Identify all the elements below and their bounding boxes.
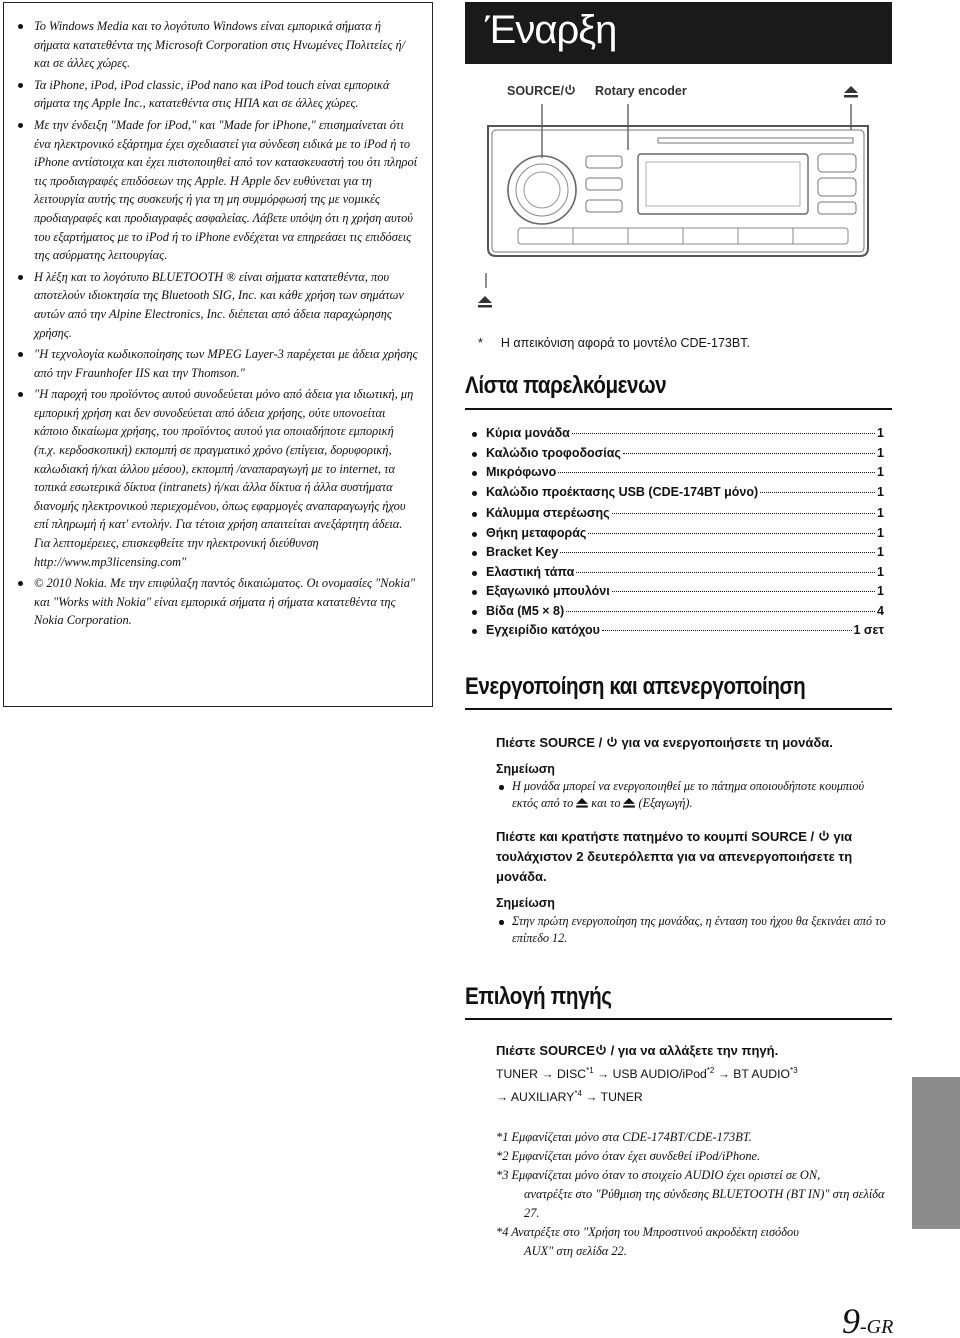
trademark-text: "Η τεχνολογία κωδικοποίησης των MPEG Layer-3 παρέχεται με άδεια χρήσης από την Fraunhofer IIS και την Thomson." bbox=[34, 347, 418, 380]
power-rule bbox=[465, 708, 892, 710]
accessory-qty: 1 bbox=[877, 584, 884, 598]
dot-leader bbox=[558, 472, 875, 473]
arrow-icon: → bbox=[537, 1067, 557, 1082]
head-unit-drawing bbox=[478, 78, 878, 328]
accessory-name: Bracket Key bbox=[486, 545, 559, 559]
bullet bbox=[472, 452, 477, 457]
bullet bbox=[499, 785, 504, 790]
chapter-tab bbox=[912, 1077, 960, 1229]
dot-leader bbox=[572, 433, 875, 434]
accessory-item bbox=[468, 604, 884, 624]
source-chain-item: TUNER bbox=[496, 1067, 538, 1082]
footnote-continued: ανατρέξτε στο "Ρύθμιση της σύνδεσης BLUETOOTH (BT IN)" στη σελίδα 27. bbox=[524, 1187, 885, 1220]
source-rule bbox=[465, 1018, 892, 1020]
accessory-name: Εξαγωνικό μπουλόνι bbox=[486, 584, 610, 598]
bullet bbox=[472, 590, 477, 595]
bullet bbox=[18, 581, 23, 586]
dot-leader bbox=[602, 630, 852, 631]
trademark-item bbox=[16, 116, 418, 265]
trademark-text: Το Windows Media και το λογότυπο Windows είναι εμπορικά σήματα ή σήματα κατατεθέντα της Microsoft Corporation στις Ηνωμένες Πολιτείες ή/και σε άλλες χώρες. bbox=[34, 19, 406, 71]
trademark-text: Τα iPhone, iPod, iPod classic, iPod nano και iPod touch είναι εμπορικά σήματα της Apple Inc., κατατεθέντα στις ΗΠΑ και σε άλλες χώρες. bbox=[34, 77, 390, 111]
dot-leader bbox=[612, 513, 875, 514]
accessory-qty: 1 bbox=[877, 506, 884, 520]
trademark-text: Η λέξη και το λογότυπο BLUETOOTH ® είναι σήματα κατατεθέντα, που αποτελούν ιδιοκτησία της Bluetooth SIG, Inc. και κάθε χρήση των σημάτων αυτών από την Alpine Electronics, Inc. διέπεται από άδεια παραχώρησης χρήσης. bbox=[34, 269, 404, 340]
page-number-value: 9 bbox=[842, 1301, 860, 1338]
source-chain-item: USB AUDIO/iPod bbox=[612, 1067, 707, 1082]
source-step-pre: Πιέστε SOURCE bbox=[496, 1043, 595, 1058]
accessory-qty: 1 bbox=[877, 525, 884, 540]
accessory-name: Καλώδιο προέκτασης USB (CDE-174BT μόνο) bbox=[486, 484, 759, 499]
dot-leader bbox=[760, 492, 875, 493]
power-off-step-post: για τουλάχιστον 2 δευτερόλεπτα για να απενεργοποιήσετε τη μονάδα. bbox=[496, 829, 853, 884]
accessory-item bbox=[468, 565, 884, 585]
accessory-qty: 4 bbox=[877, 603, 884, 618]
accessory-name: Κάλυμμα στερέωσης bbox=[486, 506, 610, 520]
trademark-list bbox=[16, 17, 418, 630]
accessory-item bbox=[468, 623, 884, 643]
trademark-notices-box bbox=[3, 2, 433, 707]
power-icon bbox=[818, 830, 830, 842]
accessory-item bbox=[468, 426, 884, 446]
bullet bbox=[472, 629, 477, 634]
accessories-rule bbox=[465, 408, 892, 410]
source-footnotes bbox=[496, 1128, 896, 1261]
source-chain bbox=[496, 1061, 886, 1107]
power-note-heading: Σημείωση bbox=[496, 762, 555, 776]
power-on-step bbox=[496, 733, 896, 753]
trademark-text: "Η παροχή του προϊόντος αυτού συνοδεύεται μόνο από άδεια για ιδιωτική, μη εμπορική χρήση και δεν συνοδεύεται από άδεια χρήσης, ούτε υπονοείται κάποιο δικαίωμα χρήσης, του προϊόντος αυτού για οποιαδήποτε εμπορική (π.χ. κερδοσκοπική) εκπομπή σε πραγματικό χρόνο (επίγεια, δορυφορική, καλωδιακή ή/και άλλου μέσου), εκπομπή /αναπαραγωγή με το internet, τα τοπικά εσωτερικά δίκτυα (intranets) ή/και άλλα δίκτυα ή άλλα συστήματα διανομής ηλεκτρονικού περιεχομένου, όπως εφαρμογές αναπαραγωγής ήχου επί πληρωμή ή κατ' εντολήν. Για τέτοια χρήση απαιτείται ανεξάρτητη άδεια. Για λεπτομέρειες, επισκεφθείτε την ηλεκτρονική διεύθυνση http://www.mp3licensing.com" bbox=[34, 387, 414, 569]
accessory-qty: 1 bbox=[877, 465, 884, 479]
footnote: *1 Εμφανίζεται μόνο στα CDE-174BT/CDE-173BT. bbox=[496, 1130, 752, 1144]
accessory-item bbox=[468, 446, 884, 466]
bullet bbox=[18, 392, 23, 397]
accessory-item bbox=[468, 584, 884, 604]
dot-leader bbox=[588, 533, 875, 534]
source-title: Επιλογή πηγής bbox=[465, 983, 612, 1010]
power-icon bbox=[606, 736, 618, 748]
accessory-name: Θήκη μεταφοράς bbox=[486, 525, 587, 540]
accessory-qty: 1 σετ bbox=[853, 623, 884, 637]
dot-leader bbox=[566, 611, 875, 612]
bullet bbox=[472, 571, 477, 576]
bullet bbox=[472, 610, 477, 615]
footnote-continued: AUX" στη σελίδα 22. bbox=[524, 1244, 627, 1258]
trademark-item bbox=[16, 345, 418, 382]
eject-icon bbox=[576, 798, 588, 808]
source-chain-item: BT AUDIO bbox=[733, 1067, 790, 1082]
trademark-item bbox=[16, 17, 418, 73]
footnote: *3 Εμφανίζεται μόνο όταν το στοιχείο AUDIO έχει οριστεί σε ON, bbox=[496, 1168, 821, 1182]
footnote: *4 Ανατρέξτε στο "Χρήση του Μπροστινού ακροδέκτη εισόδου bbox=[496, 1225, 799, 1239]
accessory-name: Κύρια μονάδα bbox=[486, 426, 570, 440]
bullet bbox=[18, 24, 23, 29]
power-note-1 bbox=[496, 778, 886, 812]
power-title: Ενεργοποίηση και απενεργοποίηση bbox=[465, 673, 806, 700]
trademark-item bbox=[16, 268, 418, 342]
source-chain-sup: *3 bbox=[789, 1066, 798, 1075]
source-step-post: / για να αλλάξετε την πηγή. bbox=[610, 1043, 779, 1058]
accessories-list bbox=[468, 426, 884, 643]
power-note-1-pre: Η μονάδα μπορεί να ενεργοποιηθεί με το πάτημα οποιουδήποτε κουμπιού εκτός από το bbox=[512, 779, 865, 810]
accessories-title: Λίστα παρελκόμενων bbox=[465, 372, 667, 399]
accessory-name: Καλώδιο τροφοδοσίας bbox=[486, 445, 621, 460]
arrow-icon: → bbox=[581, 1090, 601, 1105]
power-icon bbox=[595, 1044, 607, 1056]
accessory-qty: 1 bbox=[877, 564, 884, 579]
bullet bbox=[472, 432, 477, 437]
trademark-item bbox=[16, 574, 418, 630]
arrow-icon: → bbox=[714, 1067, 734, 1082]
arrow-icon: → bbox=[496, 1090, 511, 1105]
bullet bbox=[18, 123, 23, 128]
model-note-asterisk: * bbox=[478, 336, 483, 350]
bullet bbox=[472, 471, 477, 476]
eject-icon-bottom bbox=[478, 296, 492, 308]
source-chain-item: AUXILIARY bbox=[510, 1090, 575, 1105]
head-unit-diagram bbox=[478, 78, 878, 328]
accessory-name: Μικρόφωνο bbox=[486, 465, 557, 479]
accessory-qty: 1 bbox=[877, 426, 884, 440]
accessory-item bbox=[468, 465, 884, 485]
accessory-name: Βίδα (M5 × 8) bbox=[486, 603, 565, 618]
trademark-text: Με την ένδειξη "Made for iPod," και "Made for iPhone," επισημαίνεται ότι ένα ηλεκτρονικό εξάρτημα έχει σχεδιαστεί για σύνδεση ειδικά με το iPod ή το iPhone αντίστοιχα και έχει πιστοποιηθεί από τον κατασκευαστή του ότι πληροί τις προδιαγραφές επιδόσεων της Apple. Η Apple δεν ευθύνεται για τη λειτουργία αυτής της συσκευής ή για τη μη συμμόρφωσή της με νομικές προδιαγραφές και προδιαγραφές ασφαλείας. Λάβετε υπόψη ότι η χρήση αυτού του εξαρτήματος με το iPod ή το iPhone ενδέχεται να επηρεάσει τις επιδόσεις της ασύρματης λειτουργίας. bbox=[34, 117, 418, 263]
source-chain-sup: *2 bbox=[706, 1066, 715, 1075]
dot-leader bbox=[576, 572, 875, 573]
dot-leader bbox=[612, 591, 875, 592]
accessory-qty: 1 bbox=[877, 484, 884, 499]
source-label: SOURCE/ bbox=[507, 84, 564, 98]
accessory-name: Εγχειρίδιο κατόχου bbox=[486, 623, 600, 637]
bullet bbox=[18, 83, 23, 88]
model-note-text: Η απεικόνιση αφορά το μοντέλο CDE-173BT. bbox=[500, 336, 750, 350]
power-note2-heading: Σημείωση bbox=[496, 896, 555, 910]
power-off-step-pre: Πιέστε και κρατήστε πατημένο το κουμπί SOURCE / bbox=[496, 829, 815, 844]
trademark-item bbox=[16, 76, 418, 113]
arrow-icon: → bbox=[593, 1067, 613, 1082]
dot-leader bbox=[623, 453, 875, 454]
model-note bbox=[478, 336, 750, 350]
rotary-encoder-label: Rotary encoder bbox=[595, 84, 687, 98]
page-number bbox=[842, 1300, 893, 1338]
power-off-step bbox=[496, 827, 896, 887]
eject-icon bbox=[623, 798, 635, 808]
source-step bbox=[496, 1041, 896, 1061]
accessory-qty: 1 bbox=[877, 445, 884, 460]
power-note-1-mid: και το bbox=[591, 796, 621, 810]
accessory-item bbox=[468, 526, 884, 546]
accessory-item bbox=[468, 485, 884, 505]
power-on-step-post: για να ενεργοποιήσετε τη μονάδα. bbox=[621, 735, 833, 750]
bullet bbox=[18, 275, 23, 280]
accessory-qty: 1 bbox=[877, 545, 884, 559]
source-chain-item: TUNER bbox=[600, 1090, 643, 1105]
footnote: *2 Εμφανίζεται μόνο όταν έχει συνδεθεί iPod/iPhone. bbox=[496, 1149, 761, 1163]
bullet bbox=[499, 920, 504, 925]
section-title: Έναρξη bbox=[465, 2, 892, 64]
accessory-name: Ελαστική τάπα bbox=[486, 564, 575, 579]
bullet bbox=[472, 491, 477, 496]
power-note-2-text: Στην πρώτη ενεργοποίηση της μονάδας, η ένταση του ήχου θα ξεκινάει από το επίπεδο 12. bbox=[512, 914, 886, 945]
power-note-1-post: (Εξαγωγή). bbox=[638, 796, 693, 810]
dot-leader bbox=[560, 552, 875, 553]
trademark-text: © 2010 Nokia. Με την επιφύλαξη παντός δικαιώματος. Οι ονομασίες "Nokia" και "Works with Nokia" είναι εμπορικά σήματα ή σήματα κατατεθέντα της Nokia Corporation. bbox=[34, 576, 416, 628]
accessory-item bbox=[468, 545, 884, 565]
bullet bbox=[472, 532, 477, 537]
bullet bbox=[472, 551, 477, 556]
page-number-suffix: -GR bbox=[860, 1316, 894, 1338]
power-note-2 bbox=[496, 913, 886, 947]
accessory-item bbox=[468, 506, 884, 526]
bullet bbox=[18, 352, 23, 357]
bullet bbox=[472, 512, 477, 517]
source-chain-sup: *1 bbox=[586, 1066, 594, 1075]
power-on-step-pre: Πιέστε SOURCE / bbox=[496, 735, 603, 750]
source-chain-item: DISC bbox=[556, 1067, 587, 1082]
trademark-item bbox=[16, 385, 418, 571]
source-chain-sup: *4 bbox=[574, 1089, 582, 1099]
